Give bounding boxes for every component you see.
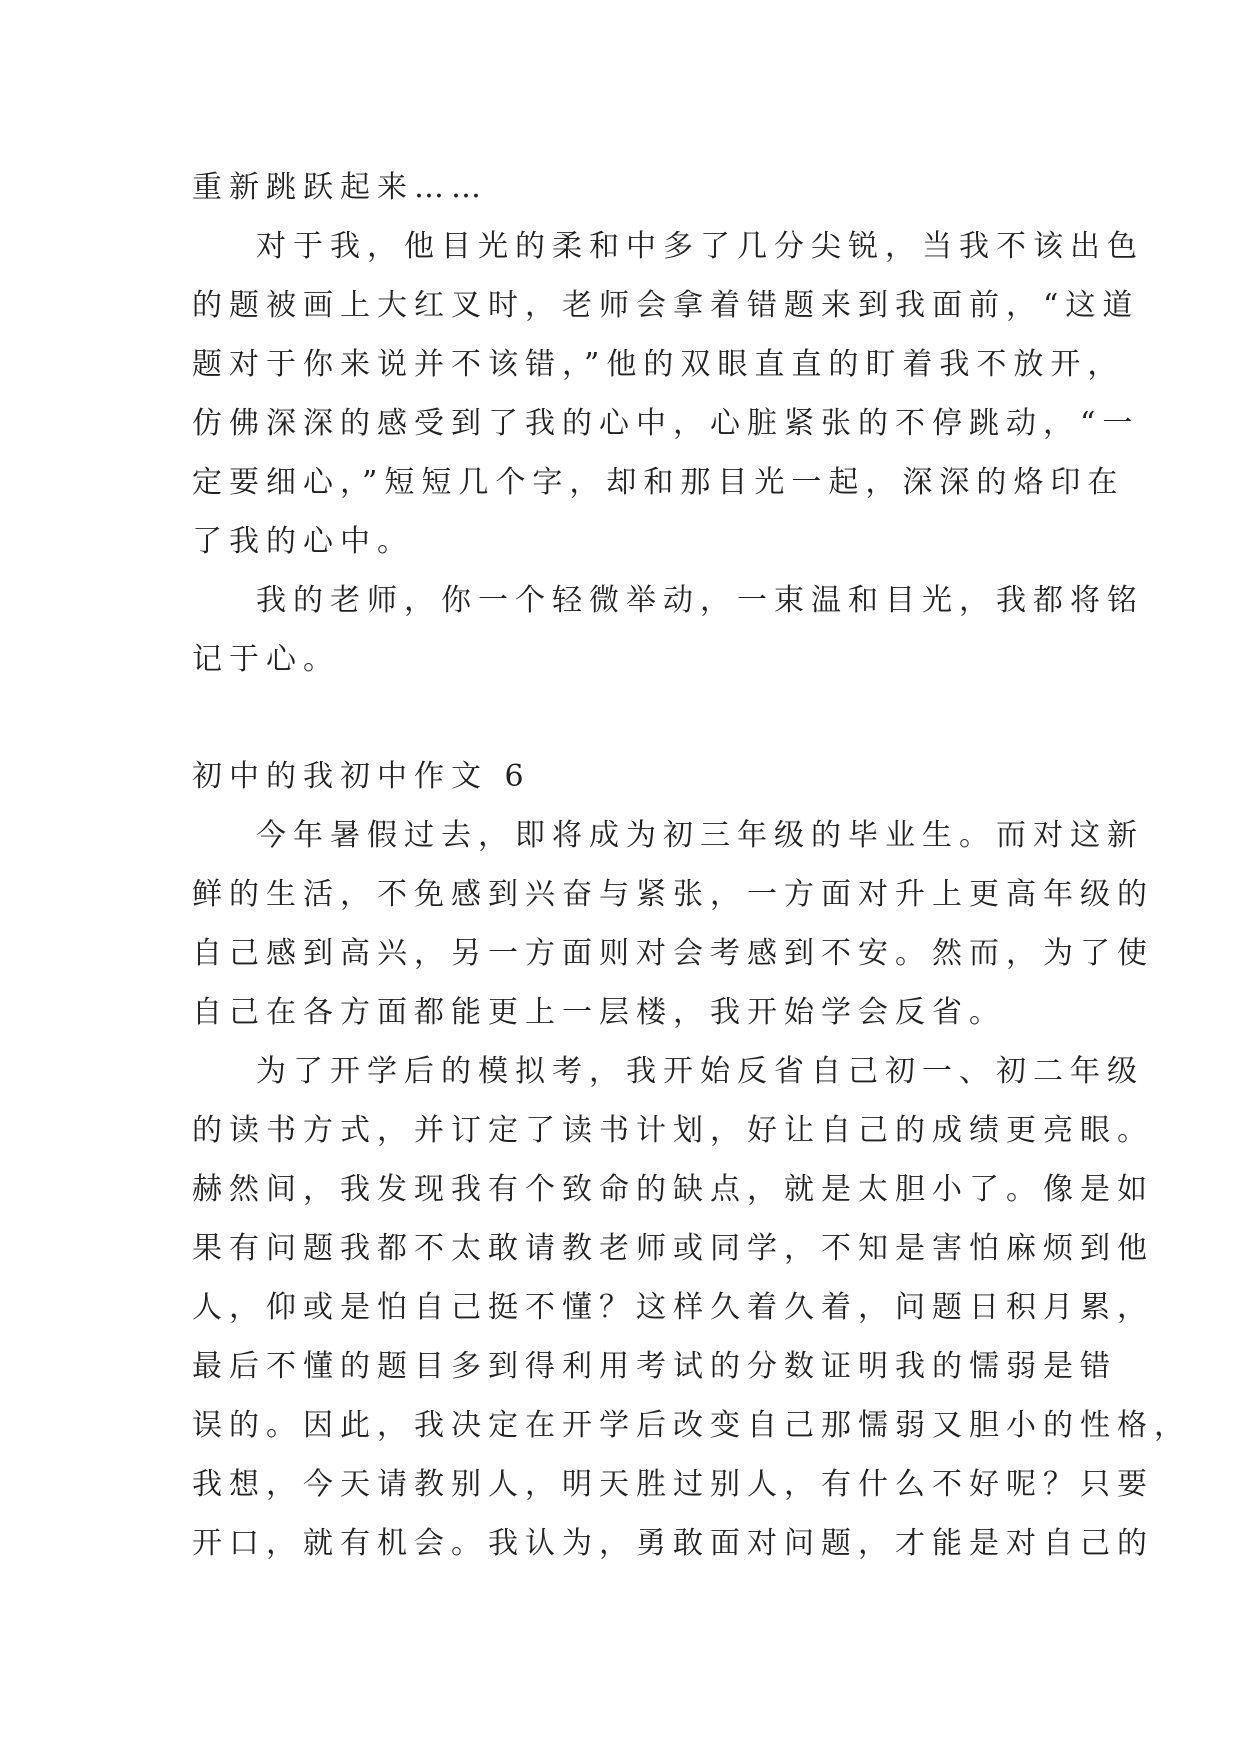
text-line: 为了开学后的模拟考，我开始反省自己初一、初二年级 [256,1054,1144,1089]
text-line: 赫然间，我发现我有个致命的缺点，就是太胆小了。像是如 [192,1172,1154,1207]
section-gap [192,689,1072,747]
text-line: 定要细心，”短短几个字，却和那目光一起，深深的烙印在 [192,465,1125,500]
text-line: 的读书方式，并订定了读书计划，好让自己的成绩更亮眼。 [192,1113,1154,1148]
text-line: 人，仰或是怕自己挺不懂？这样久着久着，问题日积月累， [192,1290,1154,1325]
text-line: 误的。因此，我决定在开学后改变自己那懦弱又胆小的性格， [192,1408,1191,1443]
text-line: 今年暑假过去，即将成为初三年级的毕业生。而对这新 [256,818,1144,853]
text-line: 果有问题我都不太敢请教老师或同学，不知是害怕麻烦到他 [192,1231,1154,1266]
text-line: 记于心。 [192,642,340,677]
text-line: 的题被画上大红叉时，老师会拿着错题来到我面前，“这道 [192,288,1140,323]
text-line: 最后不懂的题目多到得利用考试的分数证明我的懦弱是错 [192,1349,1117,1384]
text-line: 自己感到高兴，另一方面则对会考感到不安。然而，为了使 [192,936,1154,971]
section-title: 初中的我初中作文 6 [192,759,531,794]
text-line: 对于我，他目光的柔和中多了几分尖锐，当我不该出色 [256,229,1144,264]
text-line: 开口，就有机会。我认为，勇敢面对问题，才能是对自己的 [192,1526,1154,1561]
text-line: 自己在各方面都能更上一层楼，我开始学会反省。 [192,995,1006,1030]
text-line: 重新跳跃起来…… [192,170,488,205]
text-line: 了我的心中。 [192,524,414,559]
text-line: 仿佛深深的感受到了我的心中，心脏紧张的不停跳动，“一 [192,406,1140,441]
text-line: 鲜的生活，不免感到兴奋与紧张，一方面对升上更高年级的 [192,877,1154,912]
text-line: 我的老师，你一个轻微举动，一束温和目光，我都将铭 [256,583,1144,618]
text-line: 我想，今天请教别人，明天胜过别人，有什么不好呢？只要 [192,1467,1154,1502]
text-line: 题对于你来说并不该错，”他的双眼直直的盯着我不放开， [192,347,1125,382]
document-body [192,158,1191,1573]
